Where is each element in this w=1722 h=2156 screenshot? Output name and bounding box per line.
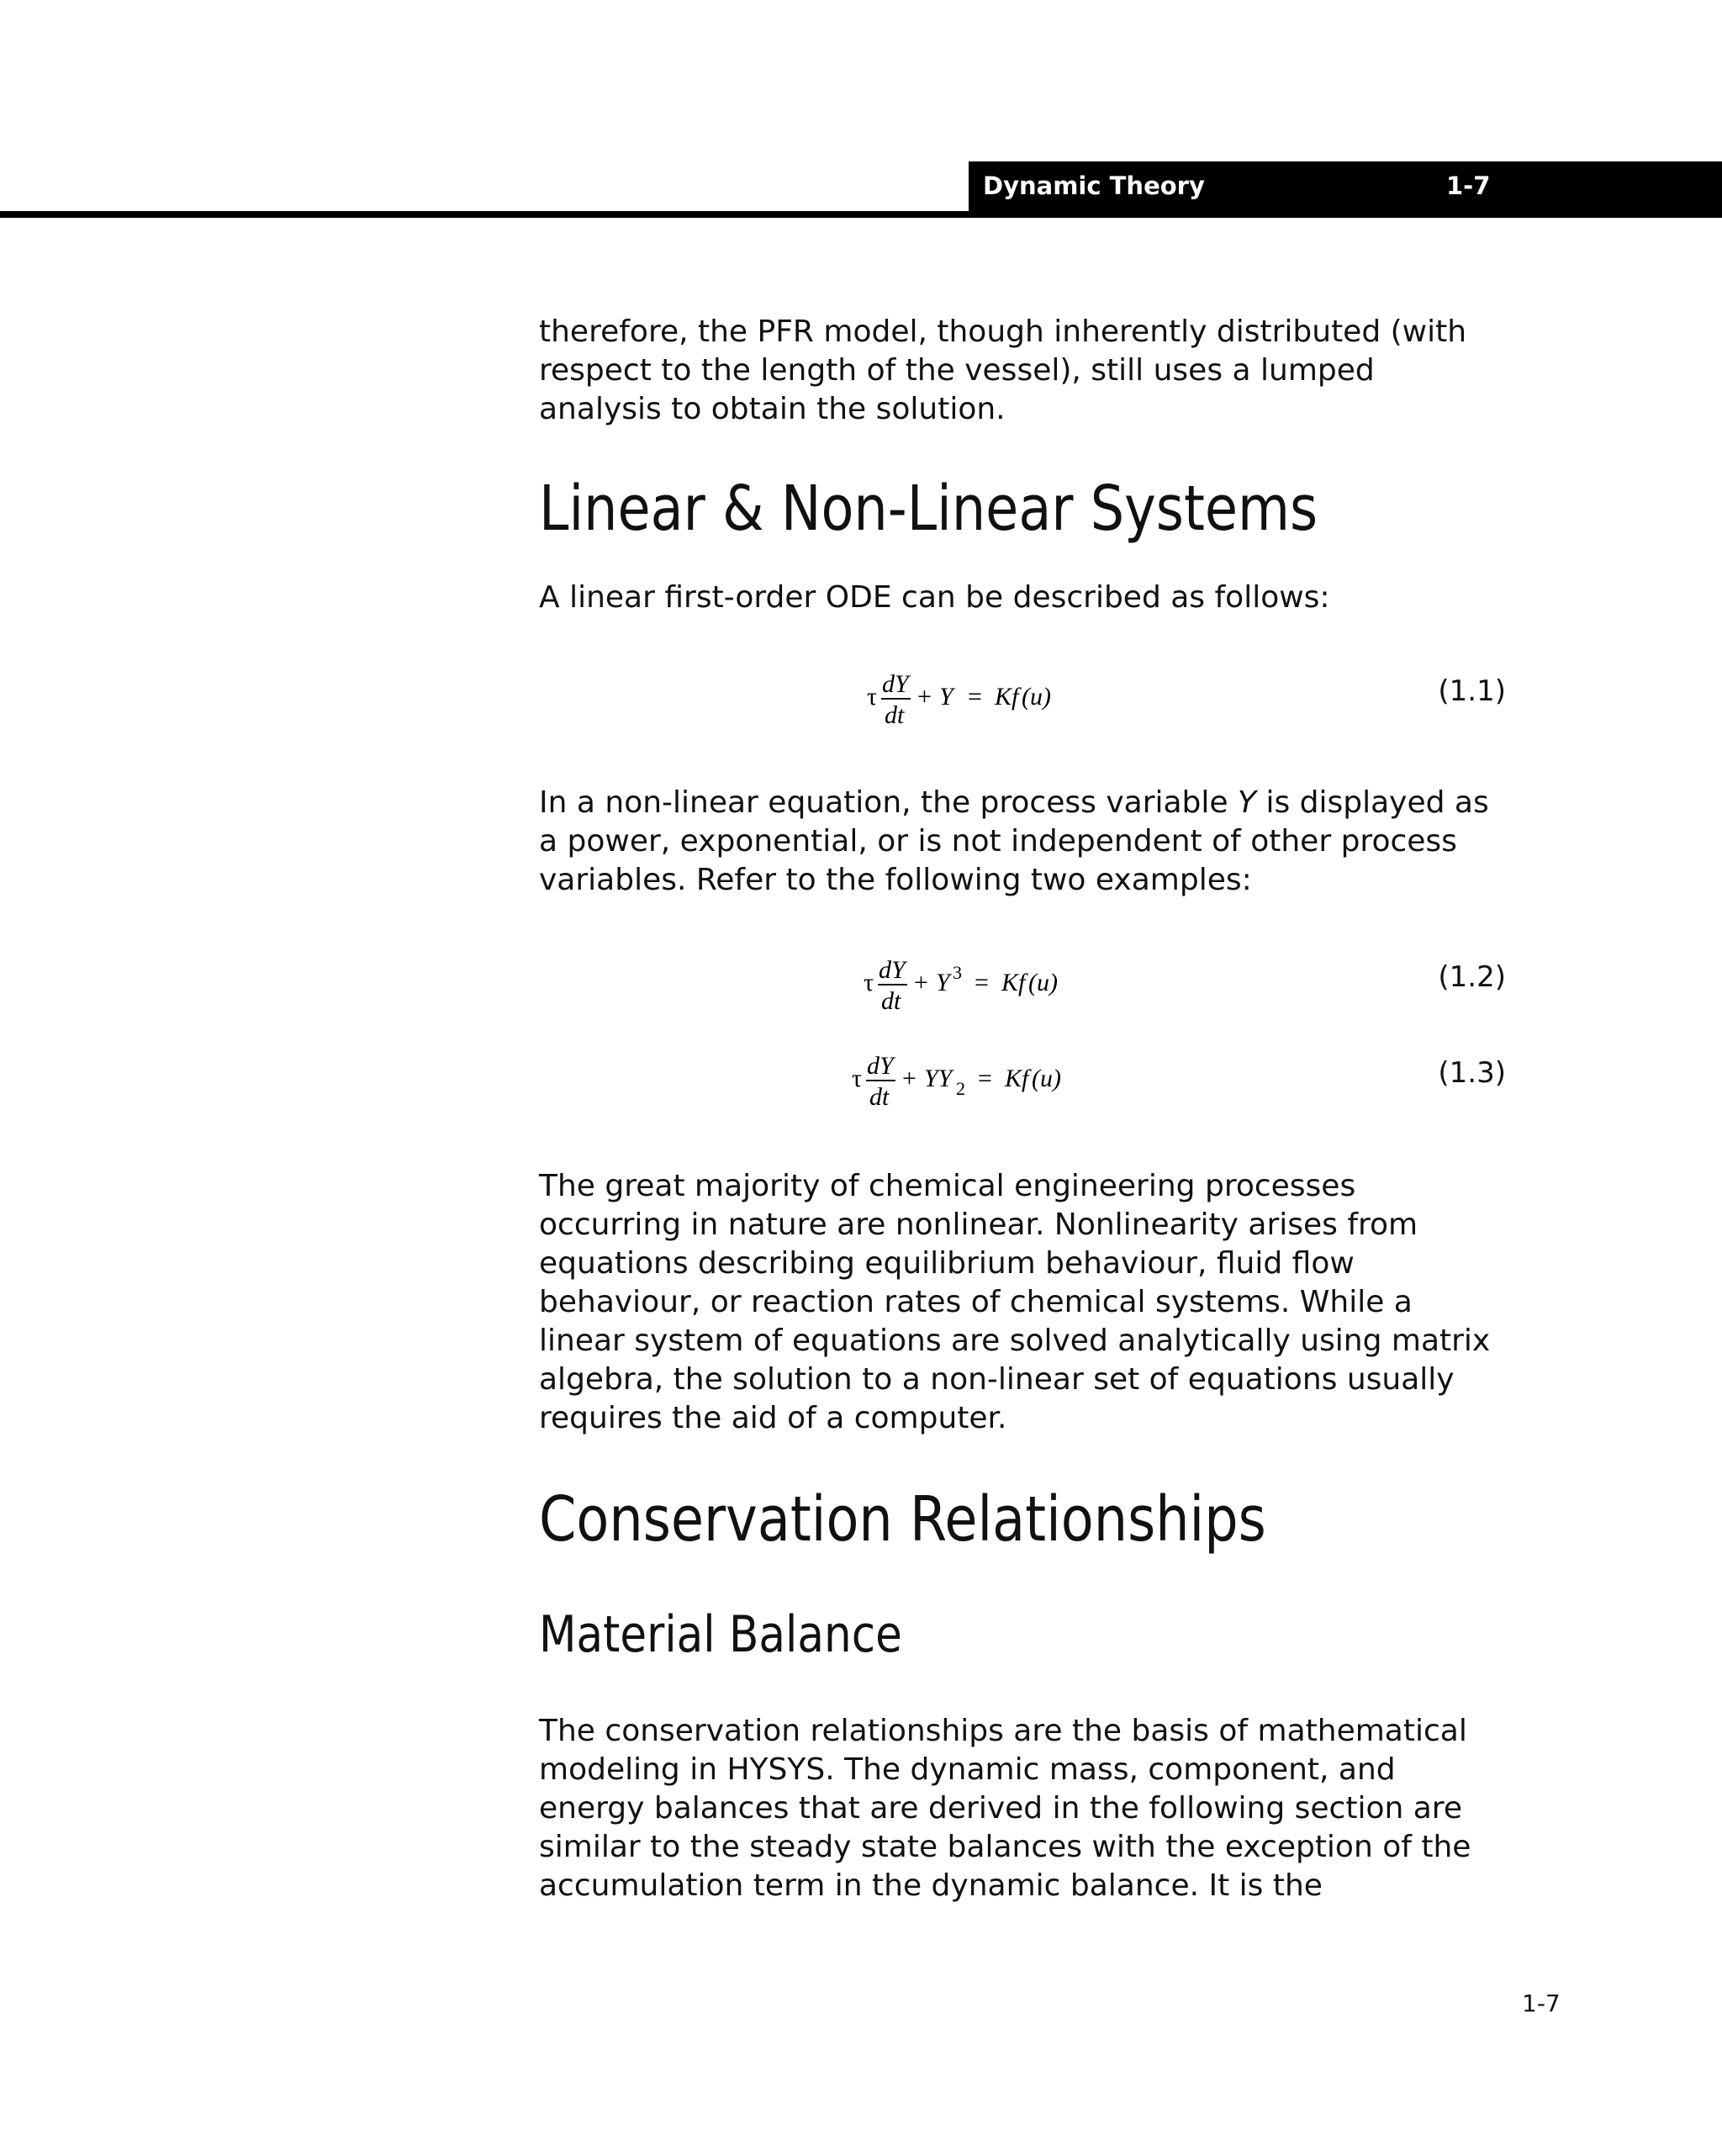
equation-1-1-formula xyxy=(867,669,1119,737)
rhs-kf: Kf xyxy=(1005,1065,1029,1092)
tau-symbol: τ xyxy=(852,1065,863,1092)
term-y: Y xyxy=(939,683,953,711)
conservation-paragraph: The conservation relationships are the basis of mathematical modeling in HYSYS. The dynamic mass, component, and energy balances that are derived in the following section are similar to the steady state balances with the exception of the accumulation term in the dynamic balance. It is the xyxy=(539,1714,1471,1903)
tau-symbol: τ xyxy=(864,969,874,996)
equals-sign: = xyxy=(968,683,982,711)
fraction-denominator: dt xyxy=(869,1083,890,1111)
equation-1-2-formula xyxy=(864,955,1133,1023)
fraction-denominator: dt xyxy=(881,987,901,1015)
fraction-numerator: dY xyxy=(882,670,909,698)
rhs-kf: Kf xyxy=(1001,969,1026,996)
term-y: Y xyxy=(936,969,950,996)
footer-page-number: 1-7 xyxy=(1522,1990,1561,2017)
nonlinear-paragraph xyxy=(539,784,1506,900)
fraction-denominator: dt xyxy=(885,701,905,729)
equation-1-1 xyxy=(539,669,1506,737)
nonlinearity-paragraph: The great majority of chemical engineering processes occurring in nature are nonlinear. Nonlinearity arises from equations describing equilibrium behaviour, fluid flow behaviour, or reaction rates of chemical systems. While a linear system of equations are solved analytically using matrix algebra, the solution to a non-linear set of equations usually requires the aid of a computer. xyxy=(539,1169,1491,1435)
nonlinear-text-2: is displayed as a power, exponential, or is not independent of other process variables. Refer to the following two examples: xyxy=(539,785,1489,897)
header-page-number: 1-7 xyxy=(1446,172,1491,200)
equation-number: (1.1) xyxy=(1438,674,1506,708)
linear-ode-paragraph: A linear first-order ODE can be described as follows: xyxy=(539,580,1330,615)
nonlinear-variable: Y xyxy=(1238,785,1257,820)
rhs-arg: (u) xyxy=(1028,969,1058,996)
subscript-2: 2 xyxy=(956,1078,965,1099)
rhs-arg: (u) xyxy=(1032,1065,1061,1092)
equation-1-3 xyxy=(539,1051,1506,1118)
rhs-kf: Kf xyxy=(995,683,1019,711)
nonlinear-text-1: In a non-linear equation, the process variable xyxy=(539,785,1239,820)
plus-sign: + xyxy=(914,969,928,996)
fraction-numerator: dY xyxy=(867,1052,894,1080)
plus-sign: + xyxy=(902,1065,916,1092)
heading-conservation: Conservation Relationships xyxy=(539,1483,1266,1556)
term-yy: YY xyxy=(924,1065,953,1092)
equation-1-3-formula xyxy=(852,1051,1138,1118)
intro-paragraph: therefore, the PFR model, though inherently distributed (with respect to the length of the vessel), still uses a lumped analysis to obtain the solution. xyxy=(539,314,1467,426)
superscript-3: 3 xyxy=(953,962,962,983)
plus-sign: + xyxy=(917,683,932,711)
tau-symbol: τ xyxy=(867,683,878,711)
heading-material-balance: Material Balance xyxy=(539,1605,902,1664)
equals-sign: = xyxy=(975,969,989,996)
equation-number: (1.3) xyxy=(1438,1056,1506,1090)
rhs-arg: (u) xyxy=(1022,683,1051,711)
heading-linear-systems: Linear & Non-Linear Systems xyxy=(539,473,1318,545)
fraction-numerator: dY xyxy=(879,956,906,984)
equals-sign: = xyxy=(978,1065,992,1092)
equation-number: (1.2) xyxy=(1438,960,1506,994)
equation-1-2 xyxy=(539,955,1506,1023)
header-title: Dynamic Theory xyxy=(983,172,1205,200)
